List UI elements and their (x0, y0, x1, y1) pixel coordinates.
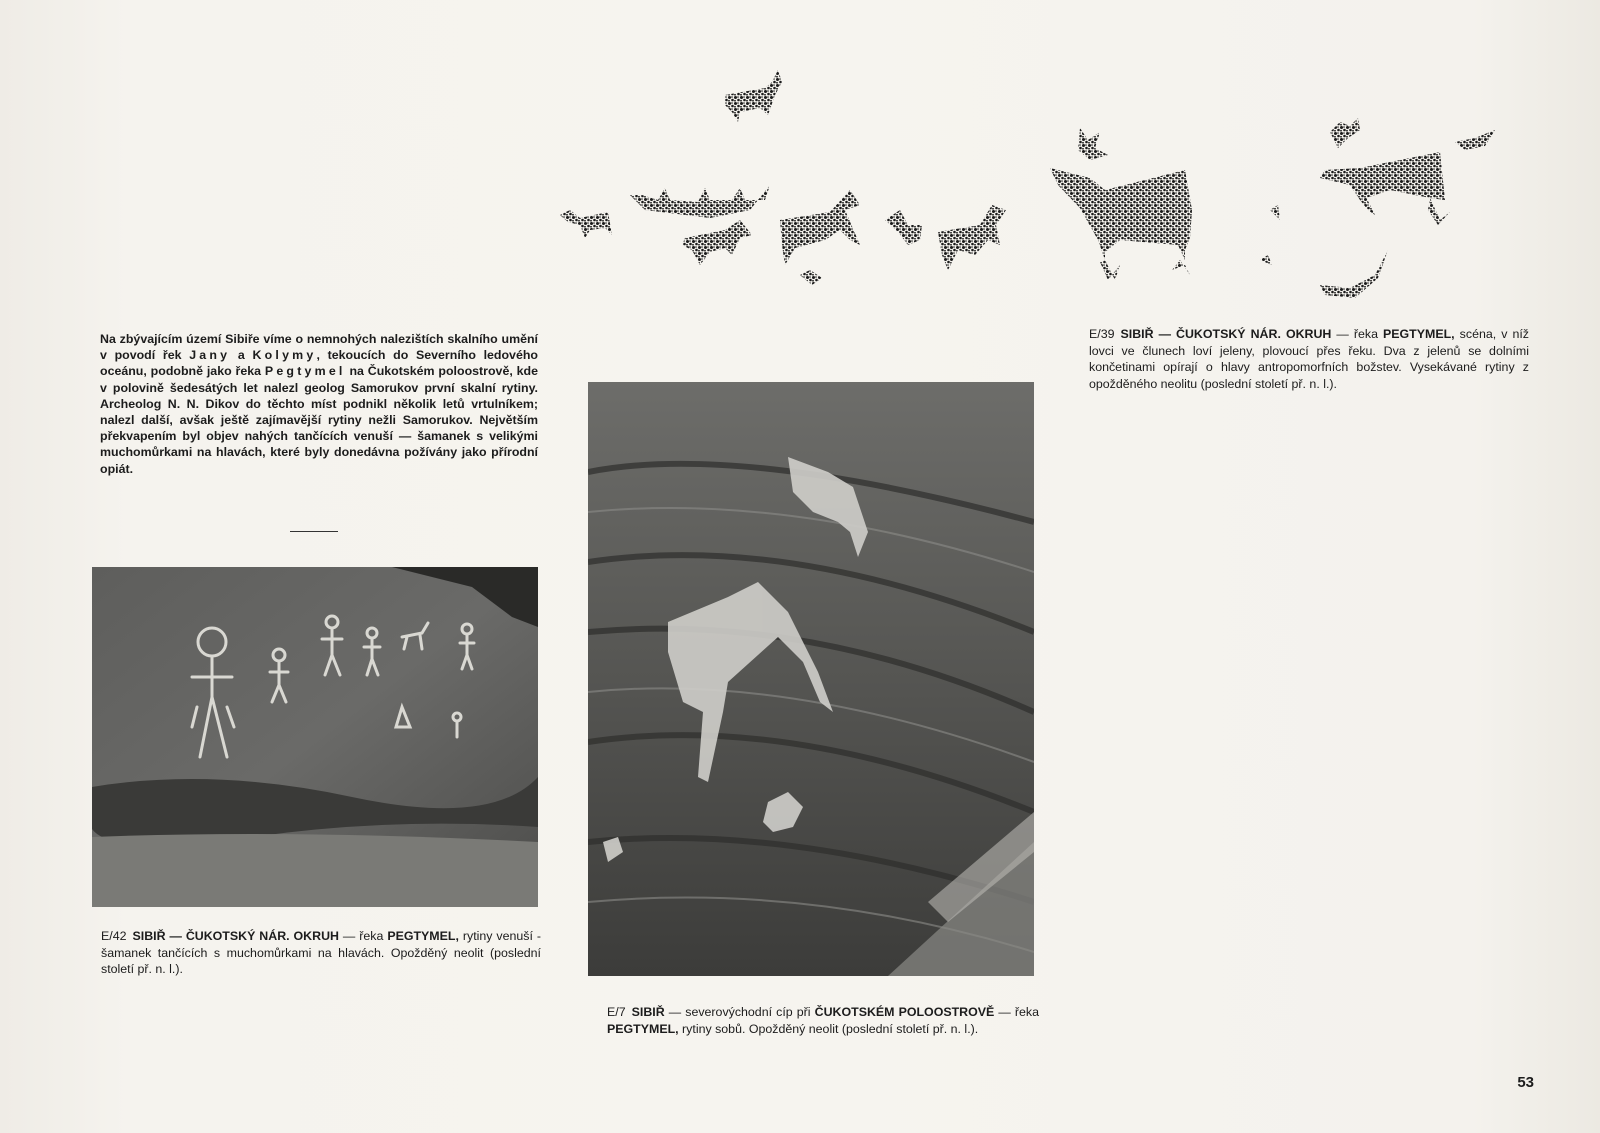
boat-figure (630, 185, 770, 218)
section-divider (290, 531, 338, 532)
intro-paragraph (100, 331, 538, 477)
caption-code: E/7 (607, 1005, 626, 1019)
antler-figure (1330, 118, 1360, 148)
elk-figure (1050, 168, 1192, 260)
caption-region: SIBIŘ — ČUKOTSKÝ NÁR. OKRUH (1120, 327, 1332, 341)
elk-figure (1320, 152, 1445, 200)
river-name-kolymy: Kolymy (252, 348, 317, 363)
boat-figure (1320, 250, 1388, 298)
caption-river: PEGTYMEL, (387, 929, 459, 943)
caption-e42 (101, 928, 541, 978)
caption-text: — řeka (1331, 327, 1384, 341)
photo-e7-rock-art (588, 382, 1034, 976)
deer-figure (938, 205, 1006, 270)
river-name-jany: Jany (189, 348, 231, 363)
caption-peninsula: ČUKOTSKÉM POLOOSTROVĚ (814, 1005, 995, 1019)
antler-figure (1078, 128, 1108, 160)
river-name-pegtymel: Pegtymel (264, 364, 346, 379)
caption-e39 (1089, 326, 1529, 392)
deer-figure (682, 220, 752, 265)
figure-leg (1100, 260, 1120, 280)
caption-region: SIBIŘ — ČUKOTSKÝ NÁR. OKRUH (132, 929, 339, 943)
caption-description: rytiny sobů. Opožděný neolit (poslední století př. n. l.). (678, 1021, 979, 1036)
intro-conjunction: a (230, 348, 253, 363)
caption-description: rytiny venuší - šamanek tančících s muchomůrkami na hlavách. Opožděný neolit (poslední století př. n. l.). (101, 929, 541, 977)
animal-figure (560, 210, 612, 238)
intro-text-2: , tekoucích do Severního ledového oceánu, podobně jako řeka (100, 348, 538, 379)
caption-e7 (607, 1004, 1039, 1037)
deer-figure (725, 70, 782, 122)
figure-leg (1428, 198, 1450, 225)
caption-code: E/42 (101, 929, 127, 943)
caption-text: — řeka (994, 1005, 1039, 1019)
figure-leg (1172, 260, 1190, 275)
intro-text-3: na Čukotském poloostrově, kde v polovině šedesátých let nalezl geolog Samorukov první skalní rytiny. Archeolog N. N. Dikov do těchto míst podnikl několik letů vrtulníkem; nalezl další, avšak ještě zajímavější rytiny nežli Samorukov. Největším překvapením byl objev nahých tančících venuší — šamanek s velikými muchomůrkami na hlavách, které byly donedávna požívány jako přírodní opiát. (100, 364, 538, 476)
petroglyph-drawing-e39 (560, 60, 1540, 310)
caption-description: scéna, v níž lovci ve člunech loví jeleny, plovoucí přes řeku. Dva z jelenů se dolními končetinami opírají o hlavy antropomorfních božstev. Vysekávané rytiny z opožděného neolitu (poslední století př. n. l.). (1089, 327, 1529, 391)
caption-code: E/39 (1089, 327, 1115, 341)
boat-figure (1455, 130, 1495, 150)
boat-figure (1270, 205, 1280, 220)
photo-e42-rock-art (92, 567, 538, 907)
caption-river: PEGTYMEL, (1383, 327, 1455, 341)
caption-text: — řeka (338, 929, 388, 943)
page-number: 53 (1517, 1074, 1534, 1091)
boat-figure (1260, 255, 1272, 265)
caption-text: — severovýchodní cíp při (664, 1005, 815, 1019)
boat-figure (800, 270, 822, 285)
deer-figure (780, 190, 860, 265)
intro-text-1: Na zbývajícím území Sibiře víme o nemnohých nalezištích skalního umění v povodí řek (100, 332, 538, 363)
animal-figure (885, 210, 922, 245)
caption-river: PEGTYMEL, (607, 1021, 679, 1036)
figure-leg (1360, 195, 1375, 215)
caption-region: SIBIŘ (631, 1005, 665, 1019)
